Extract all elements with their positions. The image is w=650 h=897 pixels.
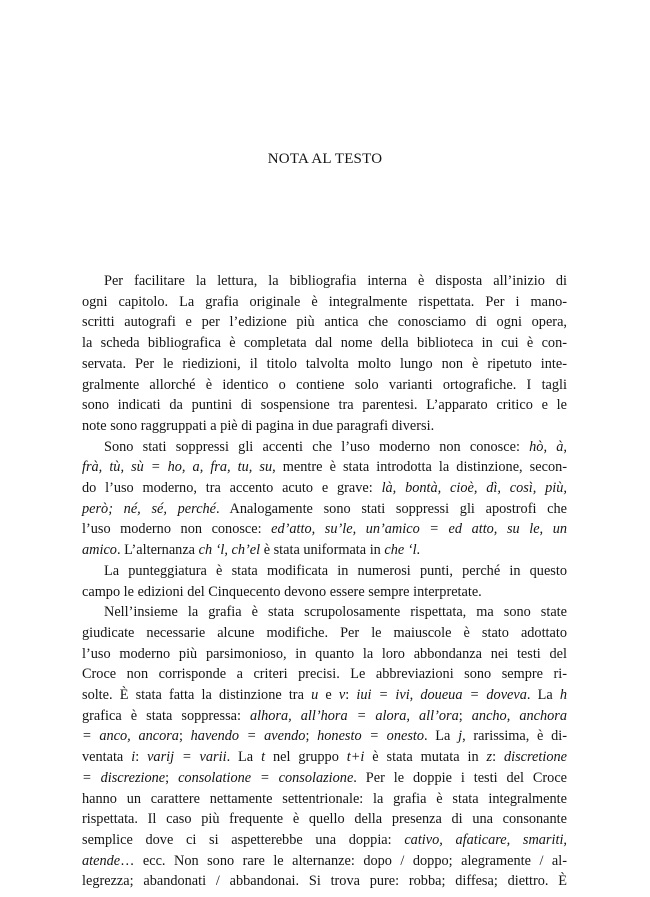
text-run: . La	[424, 728, 459, 745]
text-line	[82, 602, 567, 623]
text-line	[82, 395, 567, 416]
italic-text: v	[338, 687, 346, 704]
paragraph	[82, 561, 567, 602]
italic-text: j	[458, 728, 463, 745]
italic-text: discretione	[503, 749, 567, 766]
italic-text: che ‘l	[384, 542, 417, 559]
text-line	[82, 540, 567, 561]
text-run: . Analogamente sono stati soppressi gli apostrofi che	[216, 500, 567, 517]
text-run: Sono stati soppressi gli accenti che l’uso moderno non conosce:	[104, 438, 530, 455]
text-line	[82, 664, 567, 685]
body-text	[82, 271, 567, 892]
text-line	[82, 685, 567, 706]
text-line	[82, 623, 567, 644]
text-run: Nell’insieme la grafia è stata scrupolosamente rispettata, ma sono state	[104, 604, 567, 621]
text-run: campo le edizioni del Cinquecento devono essere sempre interpretate.	[82, 583, 482, 600]
text-line	[82, 768, 567, 789]
italic-text: t+i	[346, 749, 365, 766]
text-line	[82, 706, 567, 727]
text-run: :	[345, 687, 357, 704]
text-run: scritti autografi e per l’edizione più antica che conosciamo di ogni opera,	[82, 314, 567, 331]
italic-text: z	[486, 749, 493, 766]
text-run: ;	[305, 728, 318, 745]
paragraph	[82, 602, 567, 892]
text-line	[82, 333, 567, 354]
italic-text: u	[311, 687, 319, 704]
italic-text: i	[131, 749, 136, 766]
paragraph	[82, 437, 567, 561]
italic-text: iui = ivi, doueua = doveva	[356, 687, 527, 704]
text-run: do l’uso moderno, tra accento acuto e grave:	[82, 480, 382, 497]
text-run: hanno un carattere nettamente settentrionale: la grafia è stata integralmente	[82, 790, 567, 807]
text-line	[82, 271, 567, 292]
page-title: NOTA AL TESTO	[267, 151, 383, 167]
text-run: nel gruppo	[265, 749, 347, 766]
text-run: semplice dove ci si aspetterebbe una doppia:	[82, 831, 405, 848]
text-line	[82, 582, 567, 603]
text-run: ogni capitolo. La grafia originale è integralmente rispettata. Per i mano-	[82, 293, 567, 310]
text-run: note sono raggruppati a piè di pagina in due paragrafi diversi.	[82, 417, 435, 434]
text-run: la scheda bibliografica è completata dal nome della biblioteca in cui è con-	[82, 335, 567, 352]
text-run: Croce non corrisponde a criteri precisi. Le abbreviazioni sono sempre ri-	[82, 666, 567, 683]
italic-text: là, bontà, cioè, dì, così, più,	[381, 480, 567, 497]
italic-text: = discrezione	[82, 769, 166, 786]
text-run: … ecc. Non sono rare le alternanze: dopo / doppo; alegramente / al-	[120, 852, 567, 869]
text-run: La punteggiatura è stata modificata in numerosi punti, perché in questo	[104, 562, 567, 579]
text-line	[82, 644, 567, 665]
text-run: sono indicati da puntini di sospensione tra parentesi. L’apparato critico e le	[82, 397, 567, 414]
text-line	[82, 354, 567, 375]
text-line	[82, 375, 567, 396]
text-run: gralmente allorché è identico o contiene solo varianti ortografiche. I tagli	[82, 376, 567, 393]
text-run: rispettata. Il caso più frequente è quello della presenza di una consonante	[82, 811, 567, 828]
text-run: .	[416, 542, 421, 559]
text-run: ;	[165, 769, 179, 786]
text-line	[82, 416, 567, 437]
italic-text: frà, tù, sù = ho, a, fra, tu, su	[82, 459, 273, 476]
text-run: l’uso moderno non conosce:	[82, 521, 272, 538]
italic-text: t	[261, 749, 266, 766]
text-run: grafica è stata soppressa:	[82, 707, 251, 724]
italic-text: havendo = avendo	[190, 728, 306, 745]
italic-text: atende	[82, 852, 121, 869]
text-run: servata. Per le riedizioni, il titolo talvolta molto lungo non è ripetuto inte-	[82, 355, 567, 372]
text-run: ventata	[82, 749, 132, 766]
text-line	[82, 851, 567, 872]
italic-text: hò, à,	[529, 438, 567, 455]
text-run: . La	[226, 749, 262, 766]
text-run: , mentre è stata introdotta la distinzione, secon-	[272, 459, 567, 476]
text-line	[82, 871, 567, 892]
text-run: :	[492, 749, 504, 766]
text-run: solte. È stata fatta la distinzione tra	[82, 687, 312, 704]
text-line	[82, 830, 567, 851]
italic-text: h	[559, 687, 568, 704]
italic-text: ch ‘l, ch’el	[198, 542, 261, 559]
text-run: legrezza; abandonati / abbandonai. Si trova pure: robba; diffesa; diettro. È	[82, 873, 567, 890]
text-line	[82, 809, 567, 830]
text-run: è stata mutata in	[364, 749, 487, 766]
text-line	[82, 499, 567, 520]
paragraph	[82, 271, 567, 437]
text-line	[82, 726, 567, 747]
italic-text: ed’atto, su’le, un’amico = ed atto, su le, un	[271, 521, 567, 538]
italic-text: varij = varii	[147, 749, 227, 766]
text-run: l’uso moderno più parsimonioso, in quanto la loro abbondanza nei testi del	[82, 645, 567, 662]
text-run: ;	[458, 707, 472, 724]
italic-text: alhora, all’hora = alora, all’ora	[250, 707, 459, 724]
italic-text: cativo, afaticare, smariti,	[404, 831, 567, 848]
text-line	[82, 478, 567, 499]
text-line	[82, 789, 567, 810]
text-line	[82, 747, 567, 768]
text-run: è stata uniformata in	[260, 542, 385, 559]
italic-text: = anco, ancora	[82, 728, 179, 745]
text-run: . L’alternanza	[116, 542, 199, 559]
italic-text: ancho, anchora	[471, 707, 567, 724]
text-run: e	[318, 687, 339, 704]
text-run: , rarissima, è di-	[462, 728, 567, 745]
text-run: . La	[526, 687, 560, 704]
text-run: . Per le doppie i testi del Croce	[353, 769, 568, 786]
text-line	[82, 292, 567, 313]
text-line	[82, 561, 567, 582]
text-line	[82, 519, 567, 540]
text-run: Per facilitare la lettura, la bibliografia interna è disposta all’inizio di	[104, 273, 567, 289]
text-run: giudicate necessarie alcune modifiche. Per le maiuscole è stato adottato	[82, 624, 567, 641]
italic-text: amico	[82, 542, 117, 559]
text-run: ;	[178, 728, 191, 745]
text-line	[82, 437, 567, 458]
text-run: :	[135, 749, 148, 766]
italic-text: honesto = onesto	[317, 728, 424, 745]
text-line	[82, 312, 567, 333]
italic-text: consolatione = consolazione	[178, 769, 354, 786]
italic-text: però; né, sé, perché	[82, 500, 217, 517]
text-line	[82, 457, 567, 478]
